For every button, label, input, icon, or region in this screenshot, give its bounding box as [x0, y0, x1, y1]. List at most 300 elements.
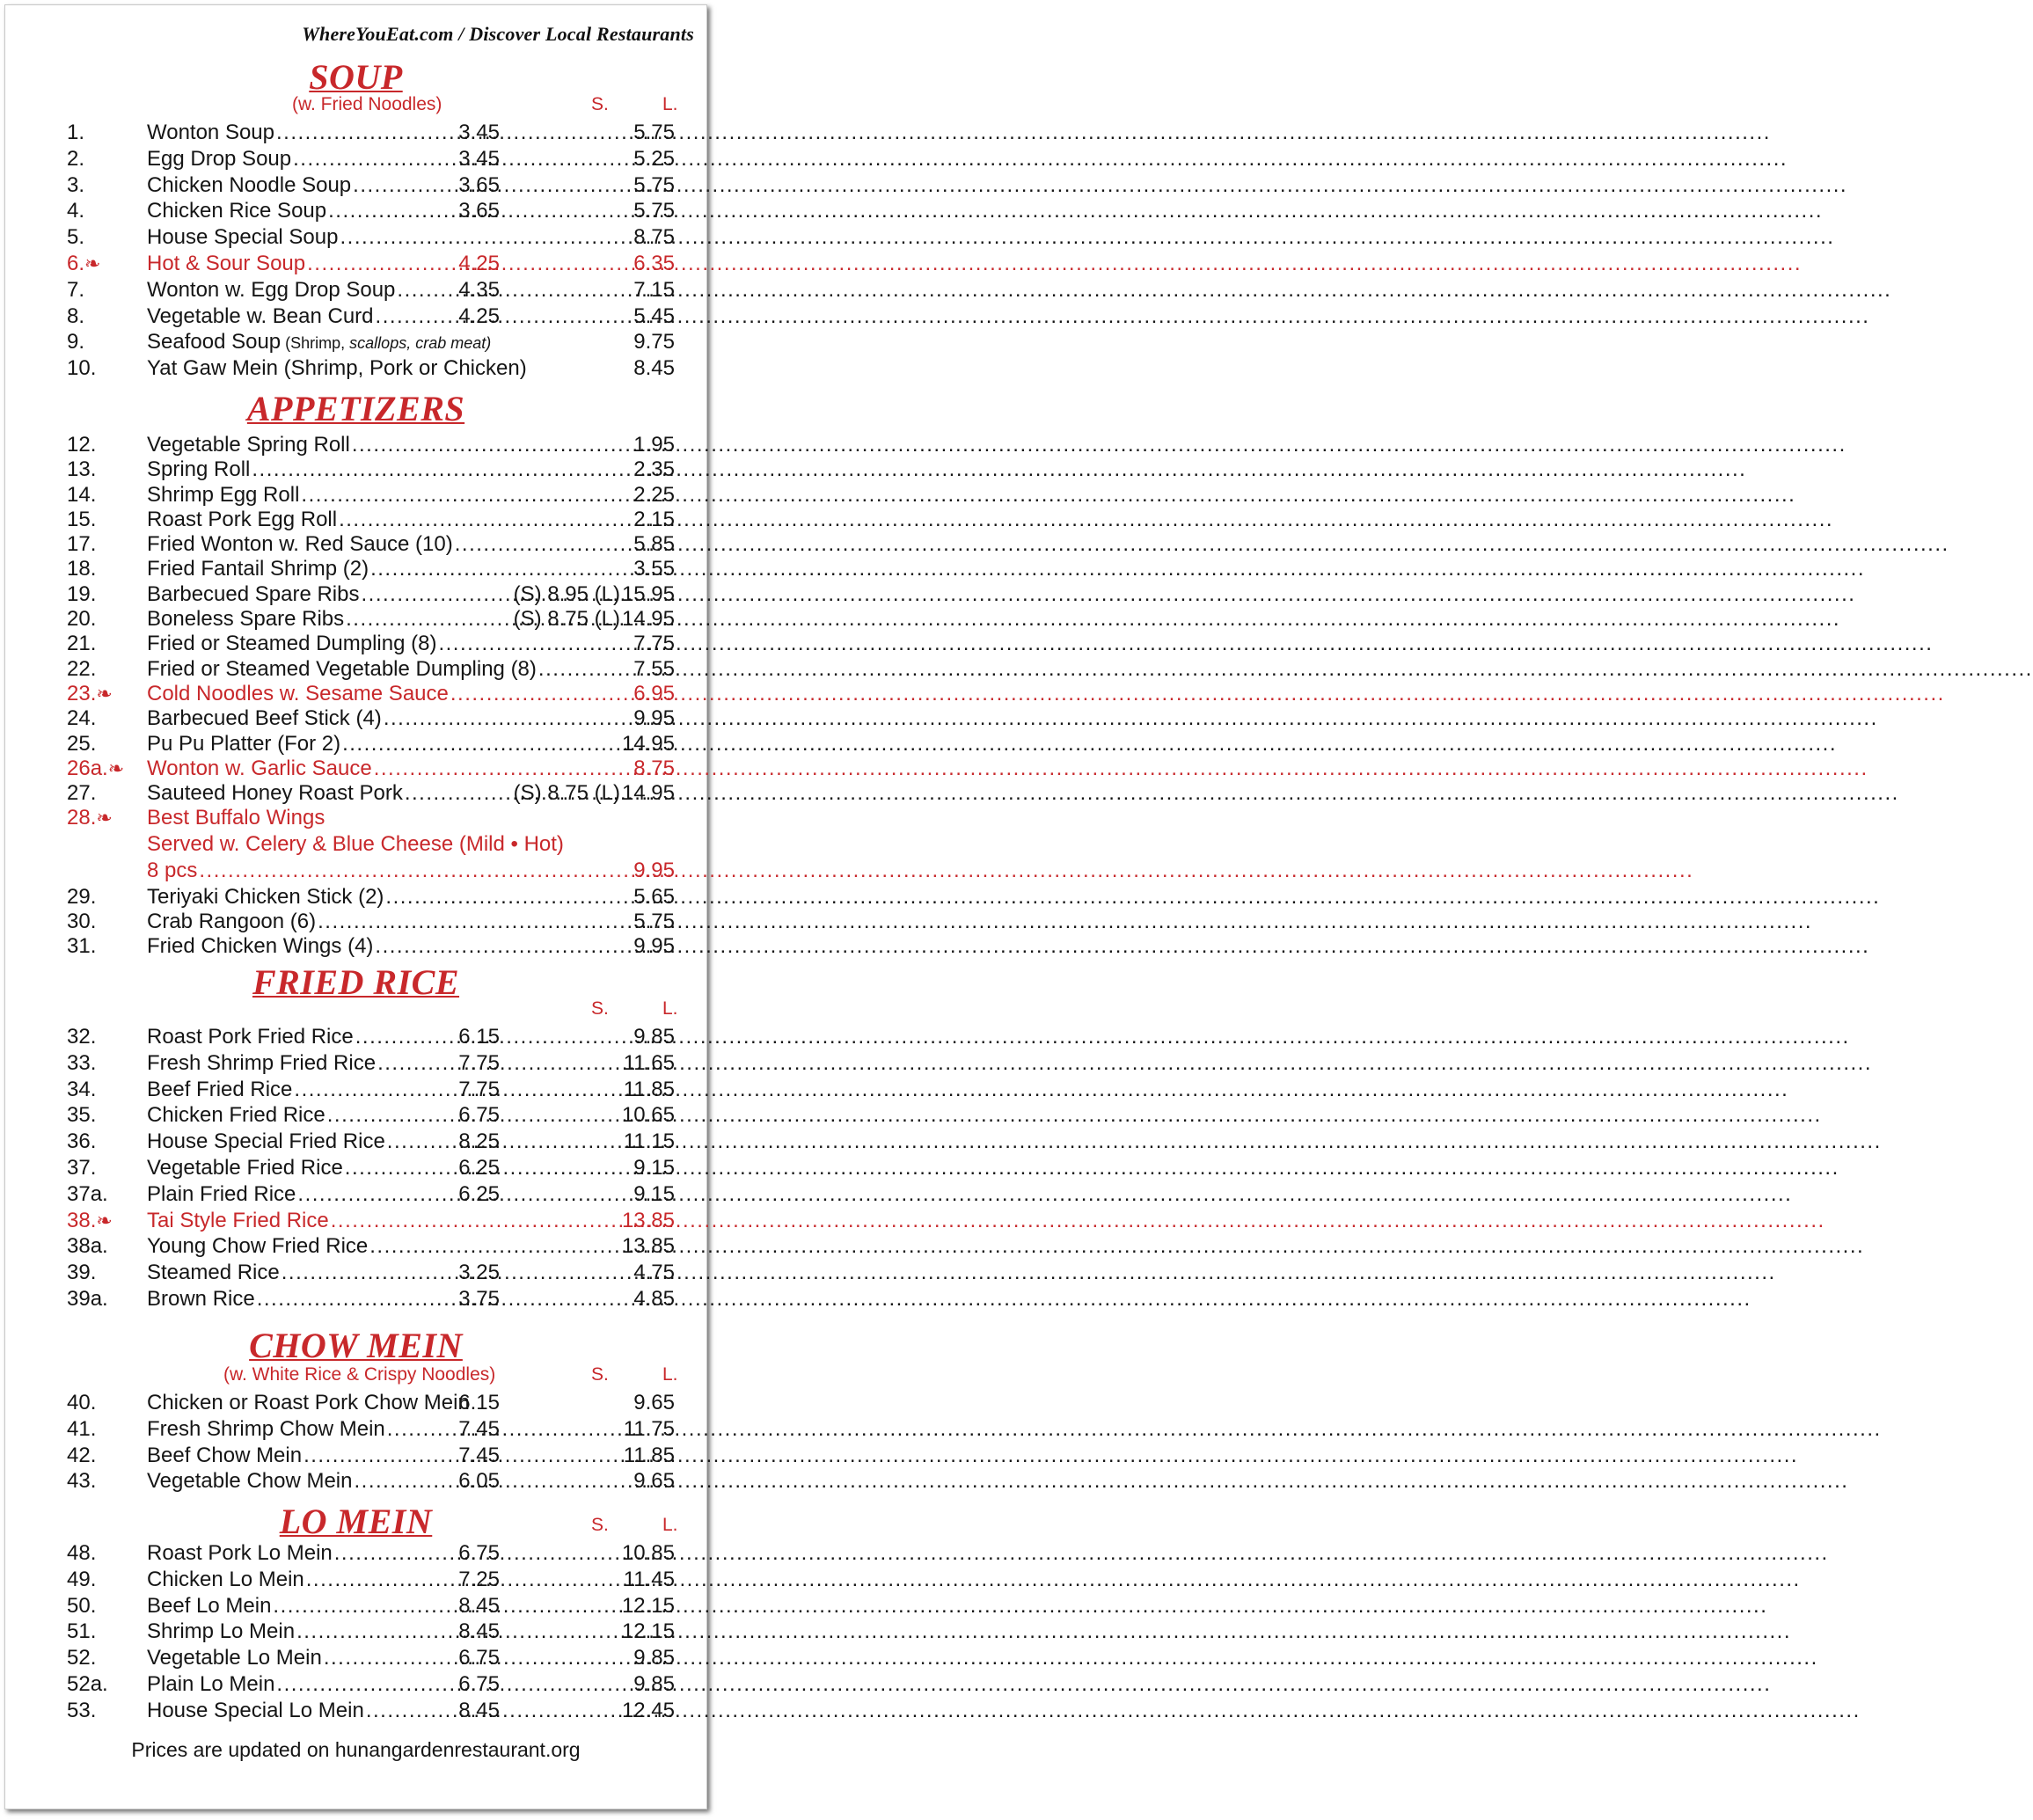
- item-name-line: [147, 556, 631, 582]
- menu-item-row: [5, 805, 706, 831]
- item-name: [147, 146, 291, 172]
- item-name: [147, 780, 403, 807]
- price-large: 9.85: [633, 1025, 675, 1049]
- dot-leader: [354, 1024, 1850, 1050]
- dot-leader: [325, 1102, 1822, 1129]
- item-name: [147, 556, 369, 582]
- item-name: [147, 1024, 354, 1050]
- item-name-text: Fried or Steamed Dumpling (8): [147, 632, 437, 655]
- site-banner: WhereYouEat.com / Discover Local Restaurants: [302, 23, 694, 45]
- size-prices: (S) 8.95 (L): [513, 582, 620, 606]
- price-large: 14.95: [621, 607, 675, 631]
- price-large: 7.15: [633, 278, 675, 302]
- price-large: 9.75: [633, 330, 675, 354]
- dot-leader: [340, 731, 1837, 757]
- price-small: 6.15: [458, 1391, 500, 1414]
- item-name-text: Chicken Noodle Soup: [147, 173, 352, 197]
- price-small: 6.75: [458, 1541, 500, 1565]
- menu-item-row: [5, 1540, 706, 1567]
- menu-item-row: [5, 1129, 706, 1155]
- item-name-text: Beef Chow Mein: [147, 1444, 303, 1467]
- item-name-text: Fried Fantail Shrimp (2): [147, 557, 369, 581]
- item-name-text: House Special Lo Mein: [147, 1699, 364, 1722]
- item-name: [147, 933, 373, 960]
- item-name: [147, 329, 491, 356]
- price-small: 3.45: [458, 147, 500, 171]
- section-title-chow-mein: CHOW MEIN: [249, 1326, 463, 1365]
- item-name-text: Hot & Sour Soup: [147, 252, 306, 275]
- item-name-line: [147, 756, 631, 782]
- item-name: [147, 1443, 302, 1469]
- item-number: [67, 198, 84, 224]
- menu-item-row: [5, 1671, 706, 1698]
- price-small: 3.25: [458, 1261, 500, 1284]
- price-small: 7.75: [458, 1051, 500, 1075]
- menu-item-row: [5, 681, 706, 707]
- item-number: [67, 1181, 108, 1208]
- dot-leader: [250, 457, 1746, 483]
- menu-item-row: [5, 329, 706, 355]
- item-number-text: 29.: [67, 885, 97, 909]
- item-number-text: 28.: [67, 806, 97, 830]
- dot-leader: [197, 858, 1693, 884]
- item-name-text: Best Buffalo Wings: [147, 806, 325, 830]
- menu-item-row: [5, 1645, 706, 1671]
- item-name-line: [147, 731, 631, 757]
- item-number-text: 14.: [67, 483, 97, 507]
- item-name-text: Wonton Soup: [147, 121, 274, 144]
- item-name: [147, 224, 338, 251]
- item-name-text: Wonton w. Egg Drop Soup: [147, 278, 396, 302]
- menu-item-row: [5, 355, 706, 382]
- price-small: 4.25: [458, 304, 500, 328]
- item-name-text: Vegetable Fried Rice: [147, 1156, 343, 1180]
- item-name: [147, 1077, 292, 1103]
- item-number-text: 6.: [67, 252, 85, 275]
- item-name-text: Plain Lo Mein: [147, 1672, 275, 1696]
- item-number: [67, 120, 84, 146]
- item-number: [67, 1645, 96, 1671]
- item-name-text: Fried or Steamed Vegetable Dumpling (8): [147, 657, 537, 681]
- price-large: 9.65: [633, 1469, 675, 1493]
- price-large: 2.25: [633, 483, 675, 507]
- section-title-appetizers: APPETIZERS: [246, 389, 465, 428]
- item-name-line: [147, 277, 451, 303]
- item-name: [147, 1468, 352, 1495]
- item-name-text: House Special Fried Rice: [147, 1129, 385, 1153]
- item-name-line: [147, 432, 631, 458]
- item-name-line: [147, 507, 631, 533]
- item-number-text: 1.: [67, 121, 85, 144]
- item-name-text: Egg Drop Soup: [147, 147, 292, 171]
- item-number-text: 49.: [67, 1568, 97, 1591]
- menu-item-row: [5, 1077, 706, 1103]
- item-name-text: Barbecued Beef Stick (4): [147, 706, 382, 730]
- item-name-line: [147, 1050, 451, 1077]
- item-name: [147, 1129, 385, 1155]
- menu-item-row: [5, 656, 706, 683]
- soup-subtitle: (w. Fried Noodles): [292, 94, 442, 114]
- item-number-text: 2.: [67, 147, 85, 171]
- price-large: 5.75: [633, 121, 675, 144]
- item-number-text: 12.: [67, 433, 97, 457]
- dot-leader: [351, 172, 1847, 199]
- dot-leader: [382, 705, 1878, 732]
- item-name: [147, 251, 305, 277]
- item-name-text: Brown Rice: [147, 1287, 255, 1311]
- item-name-line: [147, 606, 453, 632]
- item-name: [147, 1181, 296, 1208]
- item-name-text: Steamed Rice: [147, 1261, 280, 1284]
- item-number-text: 8.: [67, 304, 85, 328]
- dot-leader: [304, 1567, 1801, 1593]
- size-prices: (S) 8.75 (L): [513, 781, 620, 805]
- item-name-text: Seafood Soup: [147, 330, 282, 354]
- price-large: 8.75: [633, 225, 675, 249]
- item-number: [67, 780, 96, 807]
- fried-rice-large-header: L.: [662, 998, 678, 1019]
- menu-item-row: [5, 251, 706, 277]
- dot-leader: [295, 1619, 1791, 1645]
- price-large: 9.65: [633, 1391, 675, 1414]
- price-small: 6.25: [458, 1182, 500, 1206]
- price-large: 10.65: [621, 1103, 675, 1127]
- price-large: 5.75: [633, 910, 675, 933]
- dot-leader: [343, 1155, 1839, 1181]
- menu-item-row: [5, 507, 706, 533]
- item-name-line: [147, 1286, 451, 1312]
- menu-item-row: [5, 1102, 706, 1129]
- menu-item-row: [5, 1416, 706, 1443]
- menu-item-row: [5, 1698, 706, 1724]
- dot-leader: [364, 1698, 1861, 1724]
- item-number: [67, 277, 84, 303]
- dot-leader: [537, 656, 2033, 683]
- item-number: [67, 1050, 96, 1077]
- fried-rice-small-header: S.: [591, 998, 609, 1019]
- item-name-text: Roast Pork Fried Rice: [147, 1025, 354, 1049]
- item-name-text: Chicken Fried Rice: [147, 1103, 325, 1127]
- item-name: [147, 581, 359, 608]
- item-number: [67, 731, 96, 757]
- item-number: [67, 756, 124, 782]
- price-large: 3.55: [633, 557, 675, 581]
- item-name: [147, 681, 449, 707]
- price-small: 8.45: [458, 1699, 500, 1722]
- item-number: [67, 146, 84, 172]
- item-number-text: 32.: [67, 1025, 97, 1049]
- menu-item-row: [5, 146, 706, 172]
- item-number: [67, 656, 96, 683]
- price-small: 7.75: [458, 1078, 500, 1101]
- item-name: [147, 1671, 274, 1698]
- item-note-text: (Shrimp,: [285, 334, 350, 352]
- chili-pepper-icon: ❧: [96, 683, 113, 705]
- item-number-text: 52.: [67, 1646, 97, 1670]
- menu-item-row: [5, 1181, 706, 1208]
- item-number-text: 34.: [67, 1078, 97, 1101]
- item-name-text: House Special Soup: [147, 225, 339, 249]
- item-number-text: 52a.: [67, 1672, 108, 1696]
- item-name-text: Chicken Rice Soup: [147, 199, 327, 223]
- item-number: [67, 1698, 96, 1724]
- price-large: 9.15: [633, 1156, 675, 1180]
- menu-item-row: [5, 457, 706, 483]
- item-number: [67, 432, 96, 458]
- price-large: 15.95: [621, 582, 675, 606]
- item-number: [67, 556, 96, 582]
- item-number: [67, 1077, 96, 1103]
- item-name-line: [147, 1155, 451, 1181]
- item-name-text: Barbecued Spare Ribs: [147, 582, 360, 606]
- item-number: [67, 1260, 96, 1286]
- menu-item-row: [5, 172, 706, 199]
- item-number: [67, 1024, 96, 1050]
- item-number-text: 22.: [67, 657, 97, 681]
- item-name-line: [147, 355, 527, 382]
- item-number: [67, 1208, 113, 1234]
- item-name-line: [147, 1540, 451, 1567]
- item-name: [147, 631, 436, 657]
- item-name-line: [147, 1443, 451, 1469]
- dot-leader: [491, 329, 493, 356]
- item-name-line: [147, 1260, 451, 1286]
- dot-leader: [337, 507, 1833, 533]
- price-large: 13.85: [621, 1234, 675, 1258]
- item-number-text: 24.: [67, 706, 97, 730]
- menu-item-row: [5, 198, 706, 224]
- menu-item-row: [5, 631, 706, 657]
- price-large: 11.85: [623, 1444, 675, 1467]
- item-number: [67, 805, 113, 831]
- dot-leader: [376, 1050, 1872, 1077]
- menu-item-row: [5, 780, 706, 807]
- menu-item-row: [5, 581, 706, 608]
- price-large: 6.35: [633, 252, 675, 275]
- item-number: [67, 329, 84, 355]
- menu-item-row: [5, 1155, 706, 1181]
- item-number: [67, 1443, 96, 1469]
- menu-item-row: [5, 1390, 706, 1416]
- price-large: 11.65: [623, 1051, 675, 1075]
- item-name-line: [147, 1567, 451, 1593]
- item-number: [67, 1102, 96, 1129]
- item-name-line: [147, 1671, 451, 1698]
- menu-item-row: [5, 556, 706, 582]
- item-number: [67, 1593, 96, 1619]
- item-number: [67, 1468, 96, 1495]
- item-name-line: [147, 1208, 451, 1234]
- item-number: [67, 507, 96, 533]
- item-name: [147, 909, 316, 935]
- item-number-text: 35.: [67, 1103, 97, 1127]
- item-name: [147, 1233, 368, 1260]
- menu-item-row: [5, 432, 706, 458]
- dot-leader: [373, 933, 1869, 960]
- item-number-text: 39a.: [67, 1287, 108, 1311]
- item-name-line: [147, 1181, 451, 1208]
- price-small: 4.35: [458, 278, 500, 302]
- item-number-text: 37.: [67, 1156, 97, 1180]
- menu-item-row: [5, 909, 706, 935]
- item-number-text: 31.: [67, 934, 97, 958]
- price-small: 6.75: [458, 1672, 500, 1696]
- item-number: [67, 355, 96, 382]
- section-title-lo-mein: LO MEIN: [279, 1502, 433, 1541]
- price-small: 6.75: [458, 1103, 500, 1127]
- dot-leader: [329, 1208, 1825, 1234]
- item-name: [147, 482, 299, 508]
- item-number-text: 10.: [67, 356, 97, 380]
- item-number: [67, 1390, 96, 1416]
- item-name-line: [147, 858, 631, 884]
- menu-item-row: [5, 1024, 706, 1050]
- item-name-line: [147, 1390, 470, 1416]
- price-large: 9.95: [633, 706, 675, 730]
- item-number: [67, 884, 96, 910]
- item-number-text: 15.: [67, 508, 97, 531]
- price-large: 9.85: [633, 1672, 675, 1696]
- item-name-text: Beef Fried Rice: [147, 1078, 293, 1101]
- item-name-line: [147, 531, 631, 558]
- item-name-text: Vegetable w. Bean Curd: [147, 304, 374, 328]
- menu-item-row: [5, 1286, 706, 1312]
- item-name-text: Fried Chicken Wings (4): [147, 934, 374, 958]
- soup-large-header: L.: [662, 94, 678, 114]
- item-name-text: Beef Lo Mein: [147, 1594, 272, 1618]
- item-name-text: Roast Pork Lo Mein: [147, 1541, 333, 1565]
- price-large: 14.95: [621, 732, 675, 756]
- price-large: 4.75: [633, 1261, 675, 1284]
- price-large: 12.45: [621, 1699, 675, 1722]
- item-number: [67, 1286, 108, 1312]
- item-number: [67, 457, 96, 483]
- price-large: 10.85: [621, 1541, 675, 1565]
- menu-item-row-cont: [5, 858, 706, 884]
- dot-leader: [385, 1416, 1882, 1443]
- dot-leader: [305, 251, 1802, 277]
- item-name-text: Pu Pu Platter (For 2): [147, 732, 341, 756]
- price-small: 7.45: [458, 1417, 500, 1441]
- chili-pepper-icon: ❧: [107, 757, 125, 779]
- item-number: [67, 933, 96, 960]
- item-name-line: [147, 1645, 451, 1671]
- lo-mein-large-header: L.: [662, 1515, 678, 1535]
- item-name-line: [147, 120, 451, 146]
- item-name-text: Yat Gaw Mein (Shrimp, Pork or Chicken): [147, 356, 527, 380]
- item-name-text: Young Chow Fried Rice: [147, 1234, 369, 1258]
- menu-item-row: [5, 120, 706, 146]
- item-name: [147, 1416, 385, 1443]
- item-name-line: [147, 884, 631, 910]
- item-name: [147, 705, 382, 732]
- item-name: [147, 507, 337, 533]
- menu-item-row: [5, 933, 706, 960]
- price-small: 6.75: [458, 1646, 500, 1670]
- item-name-line: [147, 146, 451, 172]
- item-name-text: Fresh Shrimp Fried Rice: [147, 1051, 377, 1075]
- item-number-text: 39.: [67, 1261, 97, 1284]
- item-name-line: [147, 631, 631, 657]
- item-name-line: [147, 198, 451, 224]
- item-note: [281, 334, 491, 352]
- item-number-text: 48.: [67, 1541, 97, 1565]
- item-name-line: [147, 1233, 451, 1260]
- dot-leader: [322, 1645, 1818, 1671]
- dot-leader: [350, 432, 1847, 458]
- price-large: 5.45: [633, 304, 675, 328]
- item-name: [147, 1260, 280, 1286]
- item-name-text: Vegetable Lo Mein: [147, 1646, 322, 1670]
- dot-leader: [453, 531, 1949, 558]
- item-name: [147, 1567, 304, 1593]
- item-number-text: 43.: [67, 1469, 97, 1493]
- item-number: [67, 172, 84, 199]
- item-number: [67, 1416, 96, 1443]
- item-number: [67, 606, 96, 632]
- item-name: [147, 1698, 364, 1724]
- item-name-text: Shrimp Egg Roll: [147, 483, 300, 507]
- item-name-line: [147, 681, 631, 707]
- item-name: [147, 1390, 470, 1416]
- item-name-line: [147, 1619, 451, 1645]
- item-number: [67, 631, 96, 657]
- item-number: [67, 531, 96, 558]
- price-large: 9.15: [633, 1182, 675, 1206]
- item-number: [67, 1233, 108, 1260]
- menu-item-row: [5, 1208, 706, 1234]
- item-name: [147, 1593, 271, 1619]
- item-name-line: [147, 1024, 451, 1050]
- item-number: [67, 681, 113, 707]
- menu-item-row: [5, 756, 706, 782]
- menu-item-row: [5, 1233, 706, 1260]
- dot-leader: [368, 1233, 1864, 1260]
- item-portion: 8 pcs: [147, 859, 198, 882]
- menu-item-row: [5, 606, 706, 632]
- menu-item-row: [5, 1050, 706, 1077]
- menu-item-row: [5, 482, 706, 508]
- price-small: 3.75: [458, 1287, 500, 1311]
- item-name-line: [147, 1468, 451, 1495]
- item-name-text: Spring Roll: [147, 457, 251, 481]
- item-name-text: Shrimp Lo Mein: [147, 1619, 296, 1643]
- item-name: [147, 432, 350, 458]
- item-number: [67, 1567, 96, 1593]
- dot-leader: [291, 146, 1788, 172]
- price-small: 6.05: [458, 1469, 500, 1493]
- menu-item-row: [5, 1593, 706, 1619]
- item-name-text: Sauteed Honey Roast Pork: [147, 781, 403, 805]
- price-small: 7.25: [458, 1568, 500, 1591]
- menu-item-row: [5, 303, 706, 330]
- item-number-text: 30.: [67, 910, 97, 933]
- item-number-text: 9.: [67, 330, 85, 354]
- dot-leader: [302, 1443, 1798, 1469]
- item-name-line: [147, 251, 451, 277]
- item-number: [67, 224, 84, 251]
- dot-leader: [352, 1468, 1848, 1495]
- item-name: [147, 172, 351, 199]
- dot-leader: [369, 556, 1865, 582]
- item-name-text: Fried Wonton w. Red Sauce (10): [147, 532, 453, 556]
- dot-leader: [326, 198, 1823, 224]
- price-large: 5.65: [633, 885, 675, 909]
- item-name: [147, 531, 453, 558]
- item-name-line: [147, 303, 451, 330]
- item-name-text: Roast Pork Egg Roll: [147, 508, 338, 531]
- item-number-text: 38.: [67, 1209, 97, 1232]
